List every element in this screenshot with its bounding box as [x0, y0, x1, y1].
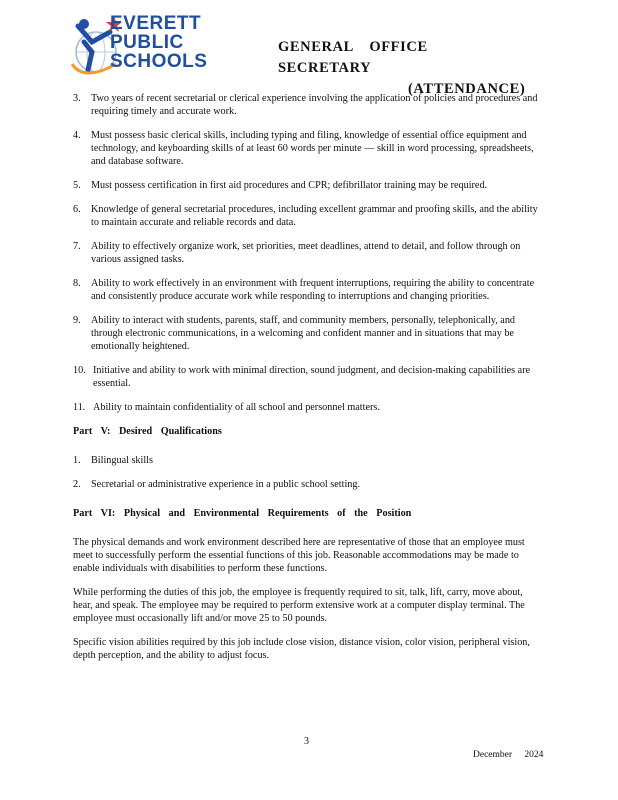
list-item: 6. Knowledge of general secretarial procedures, including excellent grammar and proofing skills, and the ability to maintain accurate and reliable records and data. [73, 204, 538, 228]
logo-wordmark [110, 14, 207, 71]
list-item: 2. Secretarial or administrative experience in a public school setting. [73, 479, 361, 490]
list-item: 8. Ability to work effectively in an environment with frequent interruptions, requiring the ability to concentrate and consistently produce accurate work while responding to interruptions and changing priorities. [73, 278, 535, 302]
title-line-2: (ATTENDANCE) [408, 81, 526, 97]
logo-line-schools: SCHOOLS [110, 51, 208, 72]
list-item: 4. Must possess basic clerical skills, including typing and filing, knowledge of essential office equipment and technology, and keyboarding skills of at least 60 words per minute — skill in word processing, spreadsheets, and database software. [73, 130, 534, 167]
logo-line-everett: EVERETT [110, 13, 202, 34]
list-item: 5. Must possess certification in first aid procedures and CPR; defibrillator training may be required. [73, 180, 488, 191]
list-item: 11. Ability to maintain confidentiality of all school and personnel matters. [73, 402, 380, 413]
footer-date: December 2024 [473, 750, 544, 760]
part-vi-heading: Part VI: Physical and Environmental Requirements of the Position [73, 508, 412, 519]
logo-line-public: PUBLIC [110, 32, 184, 53]
everett-public-schools-logo [70, 12, 240, 78]
required-qualifications-list [73, 92, 543, 414]
paragraph: The physical demands and work environment described here are representative of those that an employee must meet to successfully perform the essential functions of this job. Reasonable accommodations may be made to enable individuals with disabilities to perform these functions. [73, 537, 525, 574]
list-item: 10. Initiative and ability to work with minimal direction, sound judgment, and decision-making capabilities are essential. [73, 365, 531, 389]
list-item: 9. Ability to interact with students, parents, staff, and community members, personally, telephonically, and through electronic communications, in a welcoming and confident manner and in situations that may be emotionally heightened. [73, 315, 516, 352]
list-item: 1. Bilingual skills [73, 455, 153, 466]
title-line-1: GENERAL OFFICE SECRETARY [278, 39, 428, 76]
paragraph: While performing the duties of this job, the employee is frequently required to sit, talk, lift, carry, move about, hear, and speak. The employee may be required to perform extensive work at a computer display terminal. The employee must occasionally lift and/or move 25 to 50 pounds. [73, 587, 525, 624]
document-body [73, 92, 543, 673]
page-number: 3 [304, 736, 309, 747]
document-title [278, 37, 533, 100]
list-item: 3. Two years of recent secretarial or clerical experience involving the application of policies and procedures and requiring timely and accurate work. [73, 93, 538, 117]
list-item: 7. Ability to effectively organize work, set priorities, meet deadlines, attend to detail, and follow through on various assigned tasks. [73, 241, 521, 265]
paragraph: Specific vision abilities required by this job include close vision, distance vision, color vision, peripheral vision, depth perception, and the ability to adjust focus. [73, 637, 530, 661]
part-v-heading: Part V: Desired Qualifications [73, 426, 222, 437]
